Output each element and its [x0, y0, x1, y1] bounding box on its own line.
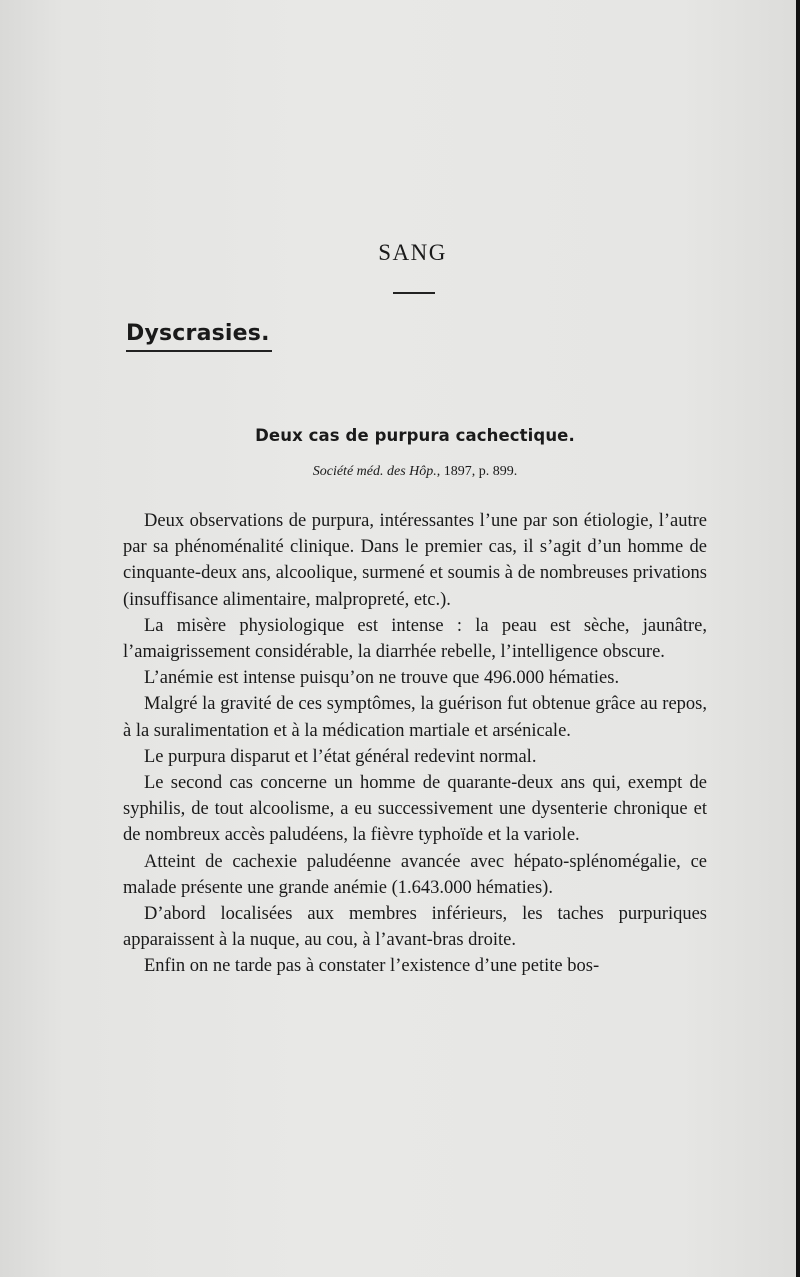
- paragraph-3: L’anémie est intense puisqu’on ne trouve que 496.000 hématies.: [144, 668, 620, 689]
- paragraph-6: Le second cas concerne un homme de quarante-deux ans qui, exempt de syphilis, de tout alcoolisme, a eu successivement une dysenterie chronique et de nombreux accès paludéens, la fièvre typhoïde et la variole.: [123, 773, 707, 846]
- paragraph-5: Le purpura disparut et l’état général redevint normal.: [144, 746, 537, 767]
- section-title-rule: [393, 292, 435, 294]
- article-title: Deux cas de purpura cachectique.: [255, 426, 575, 445]
- paragraph-4: Malgré la gravité de ces symptômes, la guérison fut obtenue grâce au repos, à la suralimentation et à la médication martiale et arsénicale.: [123, 694, 707, 741]
- scan-edge: [796, 0, 800, 1277]
- paragraph-7: Atteint de cachexie paludéenne avancée avec hépato-splénomégalie, ce malade présente une grande anémie (1.643.000 hématies).: [123, 851, 707, 898]
- subsection-underline: [126, 350, 272, 352]
- article-body: [123, 508, 707, 980]
- paragraph-1: Deux observations de purpura, intéressantes l’une par son étiologie, l’autre par sa phénoménalité clinique. Dans le premier cas, il s’agit d’un homme de cinquante-deux ans, alcoolique, surmené et soumis à de nombreuses privations (insuffisance alimentaire, malpropreté, etc.).: [123, 511, 707, 610]
- paragraph-8: D’abord localisées aux membres inférieurs, les taches purpuriques apparaissent à la nuque, au cou, à l’avant-bras droite.: [123, 904, 707, 951]
- section-title: SANG: [378, 240, 447, 265]
- paragraph-2: La misère physiologique est intense : la peau est sèche, jaunâtre, l’amaigrissement considérable, la diarrhée rebelle, l’intelligence obscure.: [123, 615, 707, 663]
- paragraph-9: Enfin on ne tarde pas à constater l’existence d’une petite bos-: [144, 956, 600, 977]
- article-source: [0, 464, 800, 480]
- subsection-title: Dyscrasies.: [126, 321, 270, 346]
- source-details: , 1897, p. 899.: [436, 464, 518, 479]
- source-journal: Société méd. des Hôp.: [312, 464, 437, 479]
